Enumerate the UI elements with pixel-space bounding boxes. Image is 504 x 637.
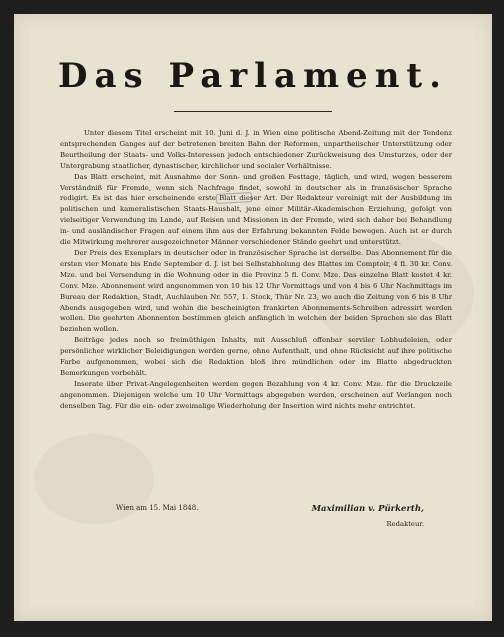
document-title: Das Parlament. bbox=[58, 56, 448, 96]
paragraph-contributions: Beiträge jedes noch so freimüthigen Inhalts, mit Ausschluß offenbar serviler Lobhudeleien, oder persönlicher wirklicher Beleidigungen werden gerne, ohne Aufenthalt, und ohne Rücksicht auf ihre politische Farbe aufgenommen, wobei sich die Redaktion bloß ihre mündlichen oder im Blatte abgedruckten Bemerkungen vorbehält. bbox=[60, 336, 452, 377]
paragraph-advertisements: Inserate über Privat-Angelegenheiten werden gegen Bezahlung von 4 kr. Conv. Mze. für die Druckzeile angenommen. Diejenigen welche um 10 Uhr Vormittags abgegeben werden, erscheinen auf Verlangen noch denselben Tag. Für die ein- oder zweimalige Wiederholung der Insertion wird nichts mehr entrichtet. bbox=[60, 379, 452, 410]
paper-sheet bbox=[14, 14, 492, 621]
editor-name: Maximilian v. Pürkerth, bbox=[311, 504, 424, 514]
library-stamp bbox=[216, 192, 252, 204]
title-divider bbox=[174, 111, 332, 112]
paragraph-schedule: Das Blatt erscheint, mit Ausnahme der Sonn- und großen Festtage, täglich, und wird, wegen besserem Verständniß für Fremde, wenn sich Nachfrage findet, sowohl in deutscher als in französischer Sprache redigirt. Es ist das hier erscheinende erste Blatt dieser Art. Der Redakteur vereinigt mit der Ausbildung im politischen und kameralistischen Staats-Haushalt, jene einer Militär-Akademischen Erziehung, gefolgt von vielseitiger Verwendung im Lande, auf Reisen und Missionen in der Fremde, wird sich daher bei Behandlung in- und ausländischer Fragen auf einem ihm aus der Erfahrung bekannten Felde bewegen. Auch ist er durch die Mitwirkung mehrerer ausgezeichneter Männer verschiedener Stände geehrt und unterstützt. bbox=[60, 172, 452, 247]
editor-role: Redakteur. bbox=[386, 520, 424, 528]
paragraph-intro: Unter diesem Titel erscheint mit 10. Juni d. J. in Wien eine politische Abend-Zeitung mit der Tendenz entsprechenden Ganges auf der betretenen breiten Bahn der Reformen, unpartheiischer Unterstützung oder Beurtheilung der Staats- und Volks-Interessen jedoch entschiedener Zurückweisung des Umsturzes, oder der Untergrabung staatlicher, dynastischer, kirchlicher und socialer Verhältnisse. bbox=[60, 129, 452, 170]
paragraph-pricing: Der Preis des Exemplars in deutscher oder in französischer Sprache ist derselbe. Das Abonnement für die ersten vier Monate bis Ende September d. J. ist bei Selbstabholung des Blattes im Comptoir, 4 fl. 30 kr. Conv. Mze. und bei Versendung in die Wohnung oder in die Provinz 5 fl. Conv. Mze. Das einzelne Blatt kostet 4 kr. Conv. Mze. Abonnement wird angenommen von 10 bis 12 Uhr Vormittags und von 4 bis 6 Uhr Nachmittags im Bureau der Redaktion, Stadt, Auchlauben Nr. 557, 1. Stock, Thür Nr. 23, wo auch die Zeitung von 6 bis 8 Uhr Abends ausgegeben wird, und wohin die bescheinigten frankirten Abonnements-Schreiben adressirt werden wollen. Die geehrten Abonnenten bestimmen gleich anfänglich in welchen der beiden Sprachen sie das Blatt beziehen wollen. bbox=[60, 248, 452, 334]
document-body bbox=[60, 128, 452, 412]
place-date: Wien am 15. Mai 1848. bbox=[116, 504, 199, 512]
